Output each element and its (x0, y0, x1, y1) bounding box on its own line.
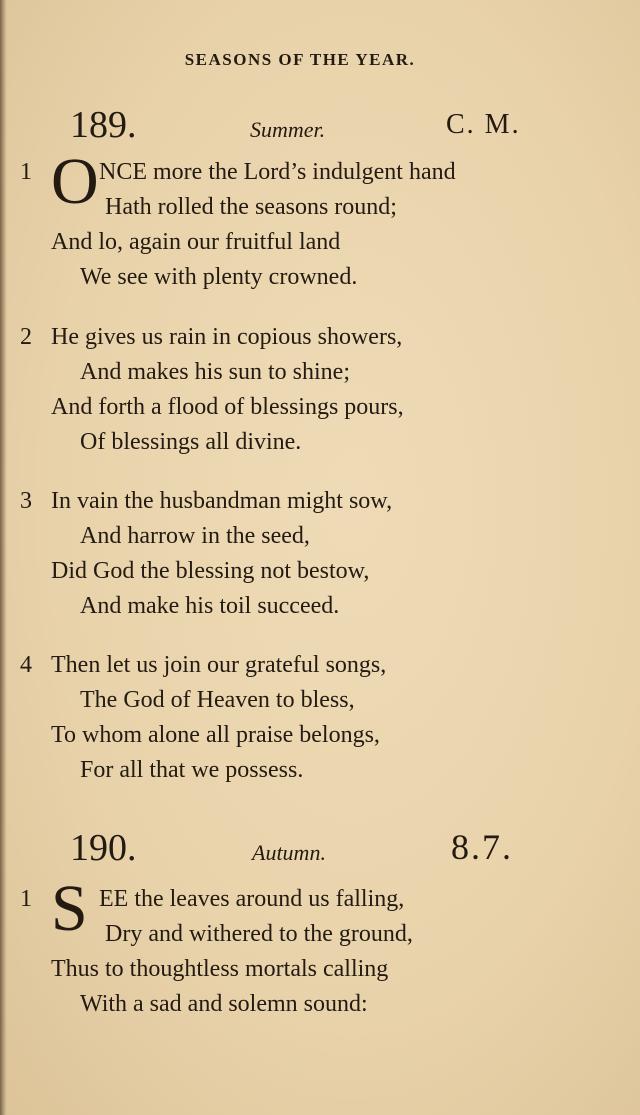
verse-text: With a sad and solemn sound: (80, 991, 368, 1017)
verse-text: And makes his sun to shine; (80, 359, 350, 385)
verse-line (0, 355, 640, 390)
hymn-meter: C. M. (446, 109, 521, 140)
verse-line (0, 519, 640, 554)
verse-text: Hath rolled the seasons round; (105, 194, 397, 220)
verse-text: And harrow in the seed, (80, 523, 310, 549)
verse-line (0, 554, 640, 589)
verse-line (0, 390, 640, 425)
verse-text: And lo, again our fruitful land (51, 229, 341, 255)
verse-text: He gives us rain in copious showers, (51, 324, 403, 350)
verse-line (0, 987, 640, 1022)
verse-text: Thus to thoughtless mortals calling (51, 956, 389, 982)
verse-text: NCE more the Lord’s indulgent hand (99, 159, 456, 185)
verse-text: EE the leaves around us falling, (99, 886, 405, 912)
stanza-190-1 (0, 872, 640, 1022)
verse-line (0, 589, 640, 624)
verse-line (0, 225, 640, 260)
stanza-189-2 (0, 320, 640, 460)
verse-text: Of blessings all divine. (80, 429, 302, 455)
verse-text: The God of Heaven to bless, (80, 687, 355, 713)
stanza-189-3 (0, 484, 640, 624)
verse-line (0, 917, 640, 952)
stanza-number: 4 (20, 652, 32, 678)
stanza-189-4 (0, 648, 640, 788)
hymn-190-header (0, 826, 640, 876)
verse-text: To whom alone all praise belongs, (51, 722, 380, 748)
stanza-number: 3 (20, 488, 32, 514)
hymn-number: 189. (70, 104, 137, 146)
verse-line (0, 190, 640, 225)
verse-line (0, 320, 640, 355)
verse-text: Then let us join our grateful songs, (51, 652, 387, 678)
verse-line (0, 260, 640, 295)
stanza-number: 1 (20, 886, 32, 912)
hymn-number: 190. (70, 827, 137, 869)
stanza-number: 1 (20, 159, 32, 185)
verse-line (0, 683, 640, 718)
hymn-title: Summer. (250, 117, 326, 142)
verse-text: Dry and withered to the ground, (105, 921, 413, 947)
stanza-189-1 (0, 145, 640, 295)
hymn-meter: 8.7. (451, 827, 513, 867)
verse-text: We see with plenty crowned. (80, 264, 358, 290)
drop-cap: S (51, 872, 88, 945)
verse-line (0, 753, 640, 788)
hymn-title: Autumn. (252, 840, 326, 865)
verse-line (0, 425, 640, 460)
verse-text: In vain the husbandman might sow, (51, 488, 393, 514)
drop-cap: O (51, 145, 99, 218)
verse-text: Did God the blessing not bestow, (51, 558, 370, 584)
verse-line (0, 648, 640, 683)
verse-text: And forth a flood of blessings pours, (51, 394, 404, 420)
verse-text: For all that we possess. (80, 757, 304, 783)
stanza-number: 2 (20, 324, 32, 350)
verse-line (0, 718, 640, 753)
verse-line (0, 484, 640, 519)
verse-text: And make his toil succeed. (80, 593, 340, 619)
verse-line (0, 952, 640, 987)
running-head: SEASONS OF THE YEAR. (184, 50, 416, 69)
